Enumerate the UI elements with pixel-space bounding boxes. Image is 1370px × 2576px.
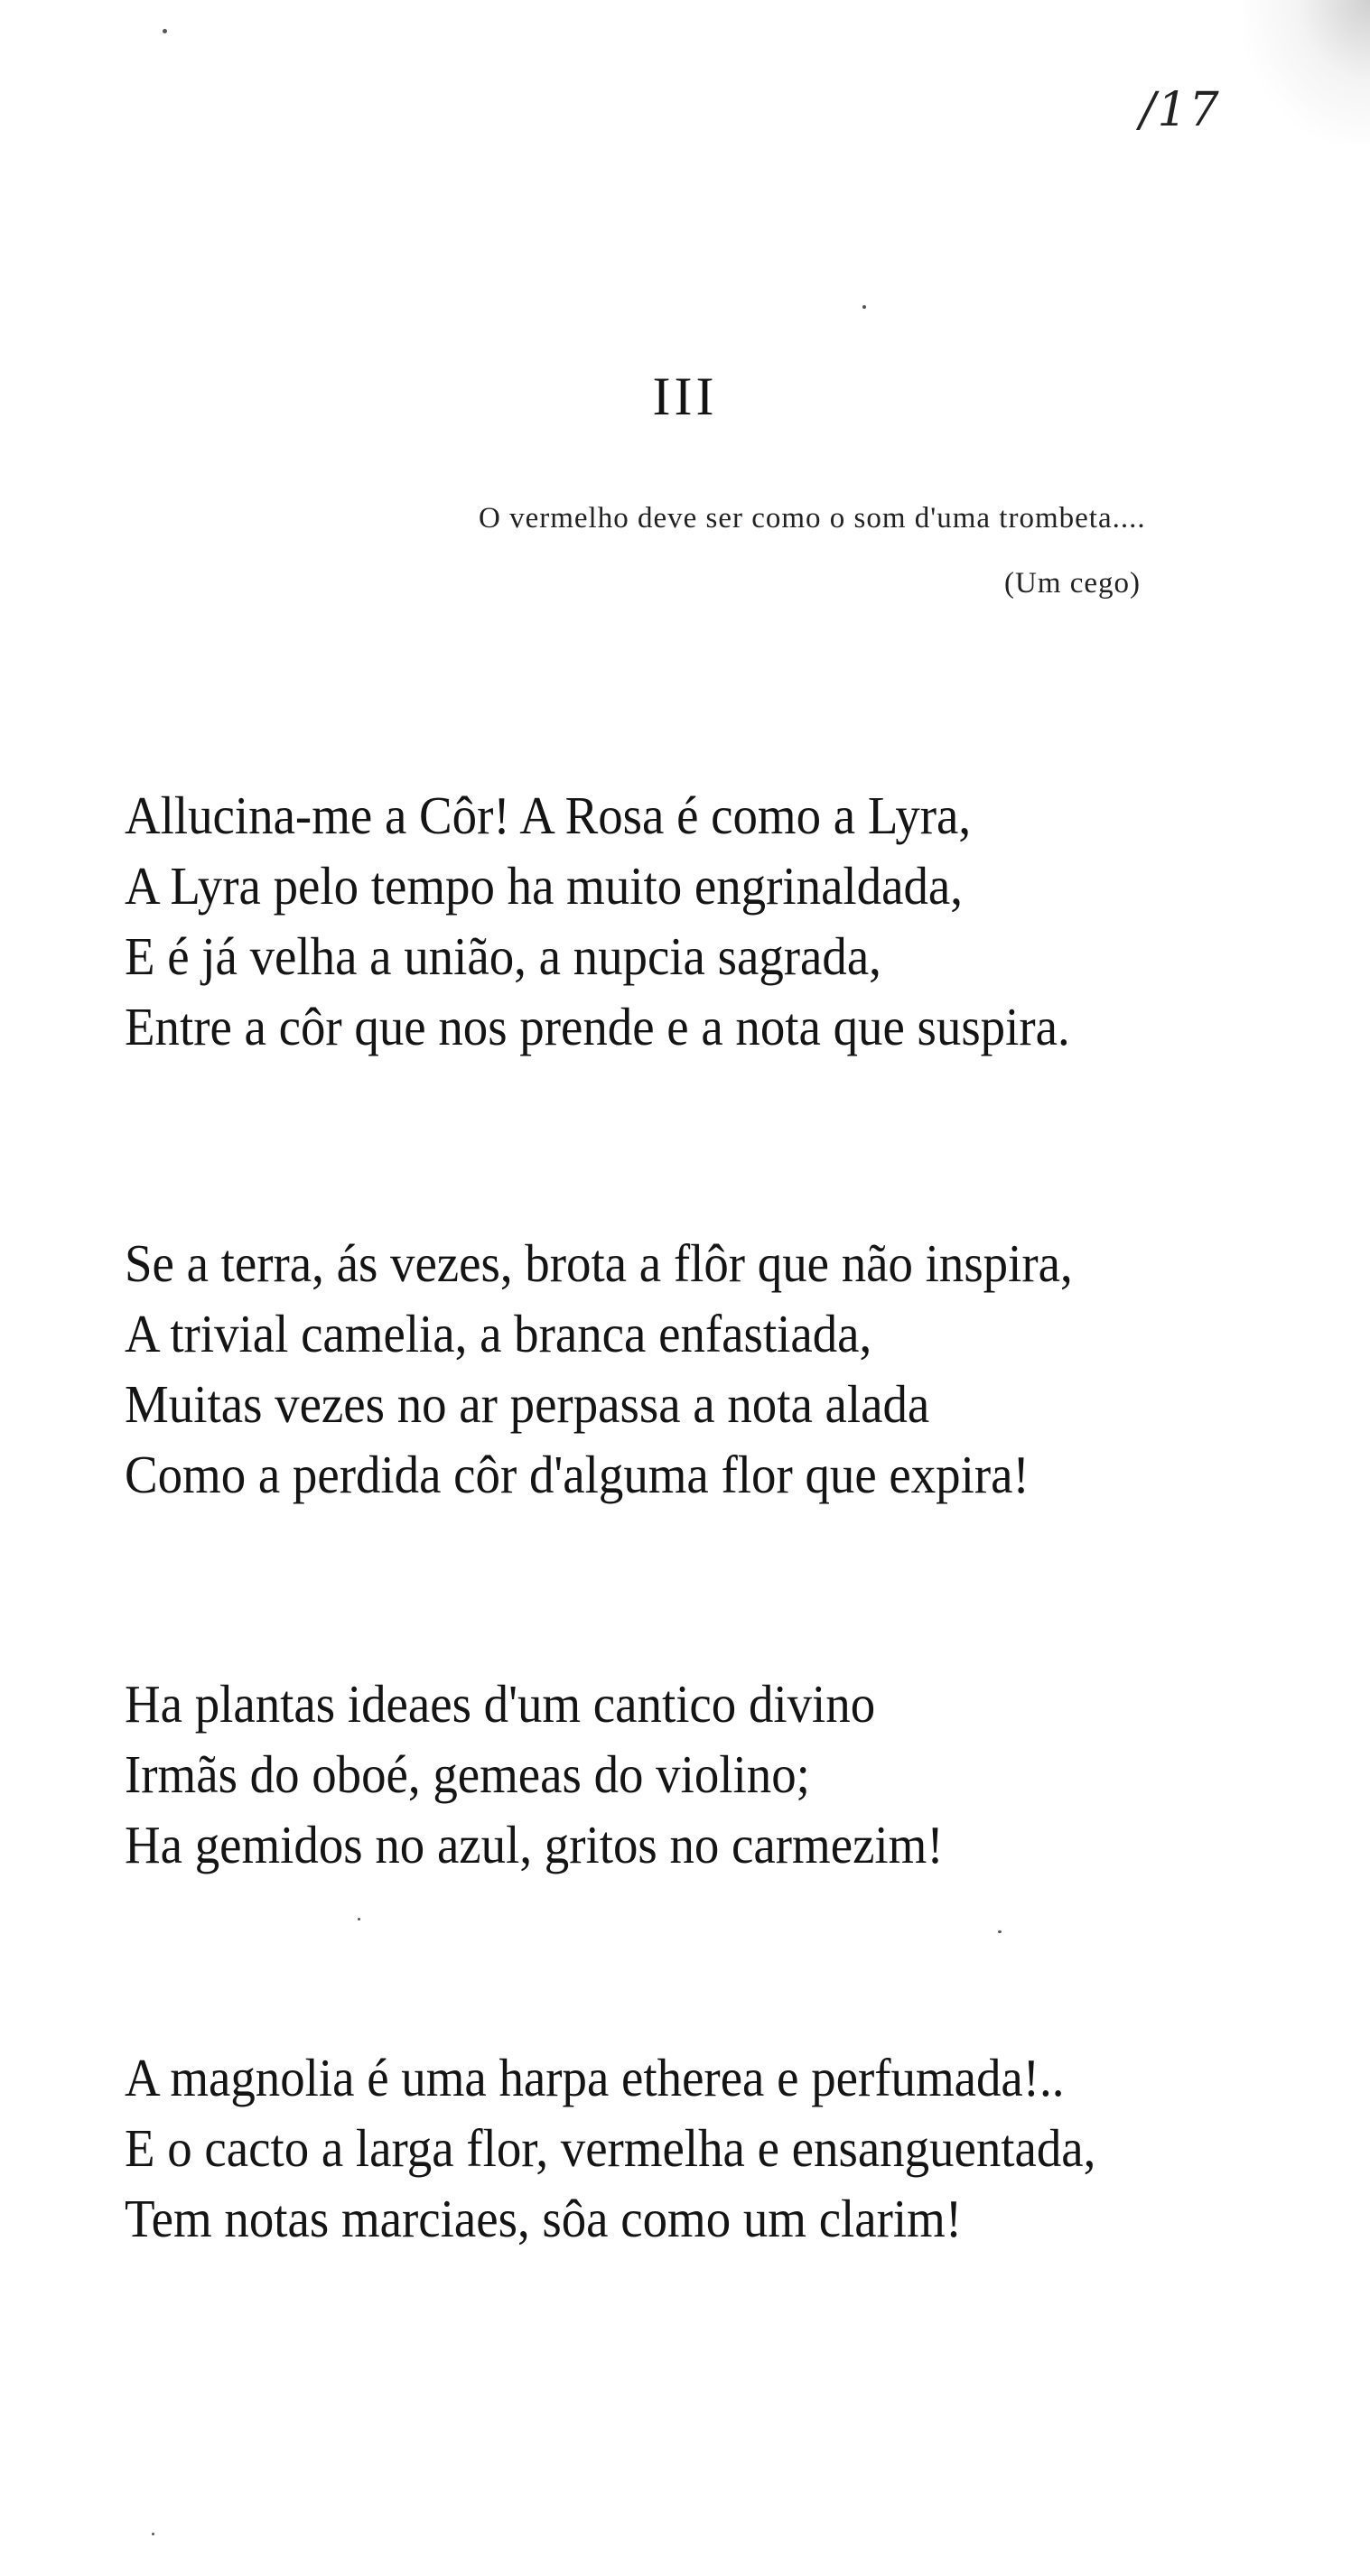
poem-line: A Lyra pelo tempo ha muito engrinaldada, [125, 856, 963, 916]
scan-speck [998, 1930, 1002, 1933]
scan-speck [163, 29, 167, 33]
poem-line: A magnolia é uma harpa etherea e perfumada!.. [125, 2048, 1065, 2107]
stanza-4 [125, 2042, 1169, 2254]
poem-line: Ha gemidos no azul, gritos no carmezim! [125, 1815, 944, 1874]
poem-line: Allucina-me a Côr! A Rosa é como a Lyra, [125, 786, 972, 845]
scan-shadow [1244, 0, 1370, 144]
poem-line: Como a perdida côr d'alguma flor que expira! [125, 1445, 1030, 1504]
poem-line: A trivial camelia, a branca enfastiada, [125, 1304, 872, 1363]
page-number: /17 [1140, 83, 1221, 137]
stanza-1 [125, 780, 1142, 1062]
poem-line: Entre a côr que nos prende e a nota que suspira. [125, 997, 1070, 1056]
poem-line: Muitas vezes no ar perpassa a nota alada [125, 1374, 930, 1434]
section-number: III [652, 367, 718, 426]
poem-line: E é já velha a união, a nupcia sagrada, [125, 926, 881, 986]
scan-speck [358, 1918, 360, 1920]
poem-line: Irmãs do oboé, gemeas do violino; [125, 1744, 810, 1804]
scan-speck [152, 2533, 154, 2535]
epigraph-text: O vermelho deve ser como o som d'uma trombeta.... [479, 502, 1146, 535]
epigraph-source: (Um cego) [1004, 567, 1142, 600]
poem-line: Se a terra, ás vezes, brota a flôr que não inspira, [125, 1233, 1073, 1293]
stanza-2 [125, 1228, 1144, 1510]
poem-line: Ha plantas ideaes d'um cantico divino [125, 1674, 876, 1734]
stanza-3 [125, 1669, 1005, 1880]
poem-line: E o cacto a larga flor, vermelha e ensanguentada, [125, 2118, 1096, 2178]
poem-line: Tem notas marciaes, sôa como um clarim! [125, 2189, 963, 2248]
scan-speck [862, 305, 866, 309]
